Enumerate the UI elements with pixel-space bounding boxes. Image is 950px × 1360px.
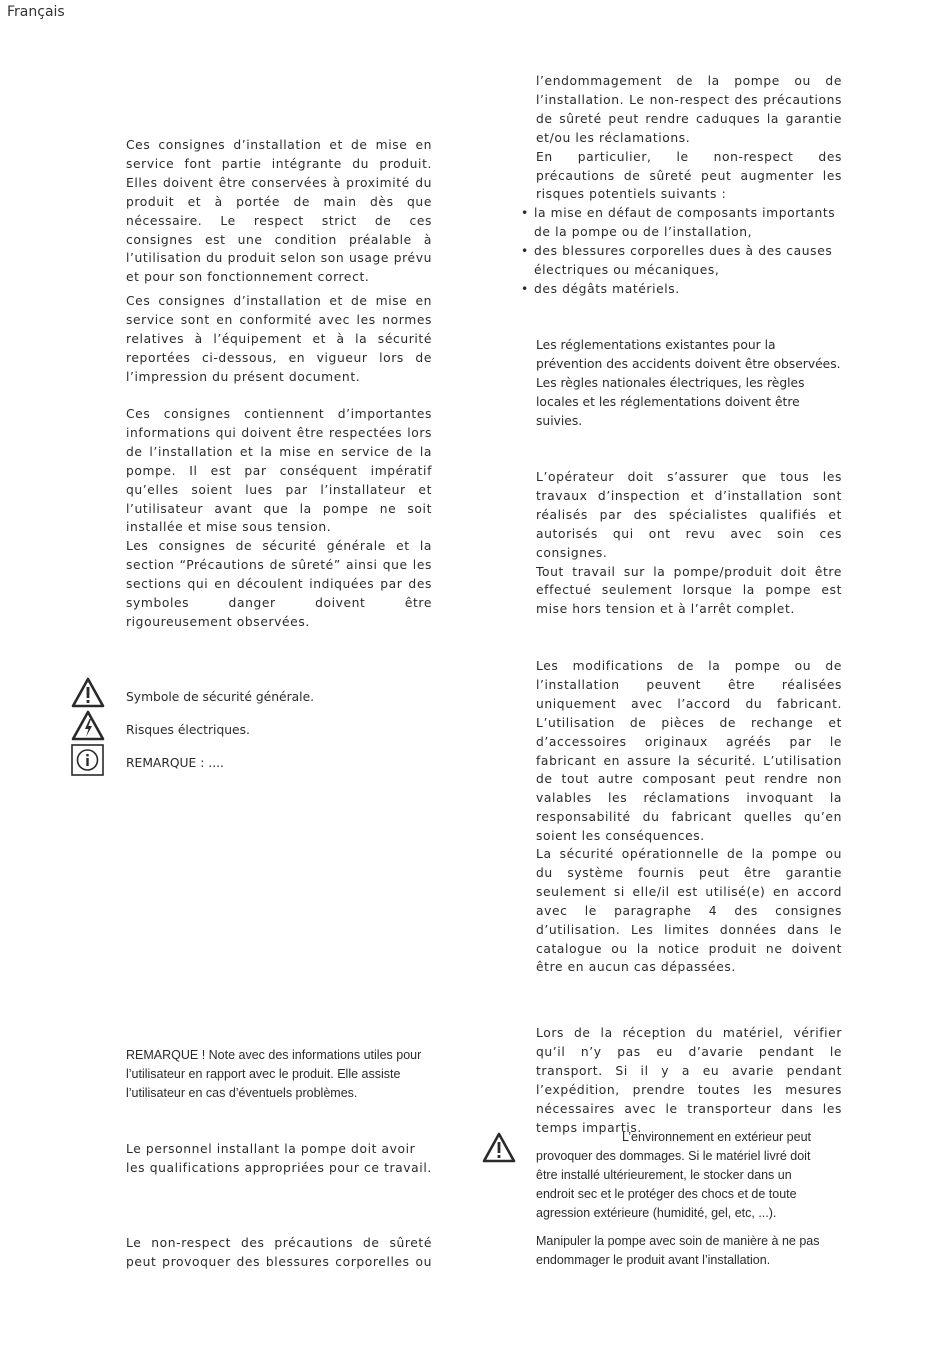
symbol-label-note: REMARQUE : ....: [126, 756, 224, 770]
note-paragraph: REMARQUE ! Note avec des informations utiles pour l’utilisateur en rapport avec le produit. Elle assiste l’utilisateur en cas d’éventuels problèmes.: [126, 1048, 422, 1100]
intro-section: [126, 136, 432, 387]
electrical-rules-paragraph: Les règles nationales électriques, les règles locales et les réglementations doivent être suivies.: [536, 375, 805, 428]
operator-section: [536, 468, 842, 619]
power-off-paragraph: Tout travail sur la pompe/produit doit être effectué seulement lorsque la pompe est mise hors tension et à l’arrêt complet.: [536, 564, 842, 617]
symbol-label-electrical: Risques électriques.: [126, 723, 250, 737]
list-item: • la mise en défaut de composants importants de la pompe ou de l’installation,: [519, 204, 842, 242]
noncompliance-continued: l’endommagement de la pompe ou de l’installation. Le non-respect des précautions de sûreté peut rendre caduques la garantie et/ou les réclamations.: [536, 74, 842, 145]
noncompliance-continued-section: [536, 72, 842, 204]
particular-risks-paragraph: En particulier, le non-respect des précautions de sûreté peut augmenter les risques potentiels suivants :: [536, 149, 842, 202]
important-info-section: [126, 405, 432, 632]
operational-safety-paragraph: La sécurité opérationnelle de la pompe ou du système fournis peut être garantie seulement si elle/il est utilisé(e) en accord avec le paragraphe 4 des consignes d’utilisation. Les limites données dans le catalogue ou la notice produit ne doivent être en aucun cas dépassées.: [536, 847, 842, 975]
modifications-paragraph: Les modifications de la pompe ou de l’installation peuvent être réalisées uniquement avec l’accord du fabricant. L’utilisation de pièces de rechange et d’accessoires originaux agréés par le fabricant en assure la sécurité. L’utilisation de tout autre composant peut rendre non valables les réclamations invoquant la responsabilité du fabricant quelles qu’en soient les conséquences.: [536, 659, 842, 844]
language-label: Français: [7, 4, 65, 20]
conformity-paragraph: Ces consignes d’installation et de mise en service sont en conformité avec les normes relatives à l’équipement et à la sécurité reportées ci-dessous, en vigueur lors de l’impression du présent document.: [126, 294, 432, 384]
handling-paragraph: Manipuler la pompe avec soin de manière à ne pas endommager le produit avant l’installation.: [536, 1234, 820, 1267]
operator-paragraph: L’opérateur doit s’assurer que tous les travaux d’inspection et d’installation sont réalisés par des spécialistes qualifiés et autorisés qui ont revu avec soin ces consignes.: [536, 470, 842, 560]
regulations-section: [536, 336, 842, 431]
important-info-paragraph: Ces consignes contiennent d’importantes informations qui doivent être respectées lors de l’installation et la mise en service de la pompe. Il est par conséquent impératif qu’elles soient lues par l’installateur et l’utilisateur avant que la pompe ne soit installée et mise sous tension.: [126, 407, 432, 535]
list-item: • des blessures corporelles dues à des causes électriques ou mécaniques,: [519, 242, 842, 280]
info-note-icon: [71, 744, 104, 776]
noncompliance-paragraph: Le non-respect des précautions de sûreté peut provoquer des blessures corporelles ou: [126, 1236, 432, 1269]
accident-regulations-paragraph: Les réglementations existantes pour la prévention des accidents doivent être observées.: [536, 338, 841, 371]
electrical-hazard-icon: [71, 710, 105, 741]
environment-warning-paragraph: L’environnement en extérieur peut provoquer des dommages. Si le matériel livré doit être installé ultérieurement, le stocker dans un endroit sec et le protéger des chocs et de toute agression extérieure (humidité, gel, etc, ...).: [536, 1130, 812, 1220]
intro-paragraph: Ces consignes d’installation et de mise en service font partie intégrante du produit. Elles doivent être conservées à proximité du produit et à portée de main dès que nécessaire. Le respect strict de ces consignes est une condition préalable à l’utilisation du produit selon son usage prévu et pour son fonctionnement correct.: [126, 138, 432, 285]
symbol-label-general-safety: Symbole de sécurité générale.: [126, 690, 315, 704]
reception-paragraph: Lors de la réception du matériel, vérifier qu’il n’y pas eu d’avarie pendant le transport. Si il y a eu avarie pendant l’expédition, prendre toutes les mesures nécessaires avec le transporteur dans les temps impartis.: [536, 1026, 842, 1135]
general-safety-warning-icon: [482, 1132, 516, 1163]
list-item: • des dégâts matériels.: [519, 280, 842, 299]
risks-list: [519, 204, 842, 299]
general-safety-warning-icon: [71, 677, 105, 708]
personnel-paragraph: Le personnel installant la pompe doit avoir les qualifications appropriées pour ce travail.: [126, 1142, 432, 1175]
safety-instructions-paragraph: Les consignes de sécurité générale et la section “Précautions de sûreté” ainsi que les sections qui en découlent indiquées par des symboles danger doivent être rigoureusement observées.: [126, 539, 432, 629]
